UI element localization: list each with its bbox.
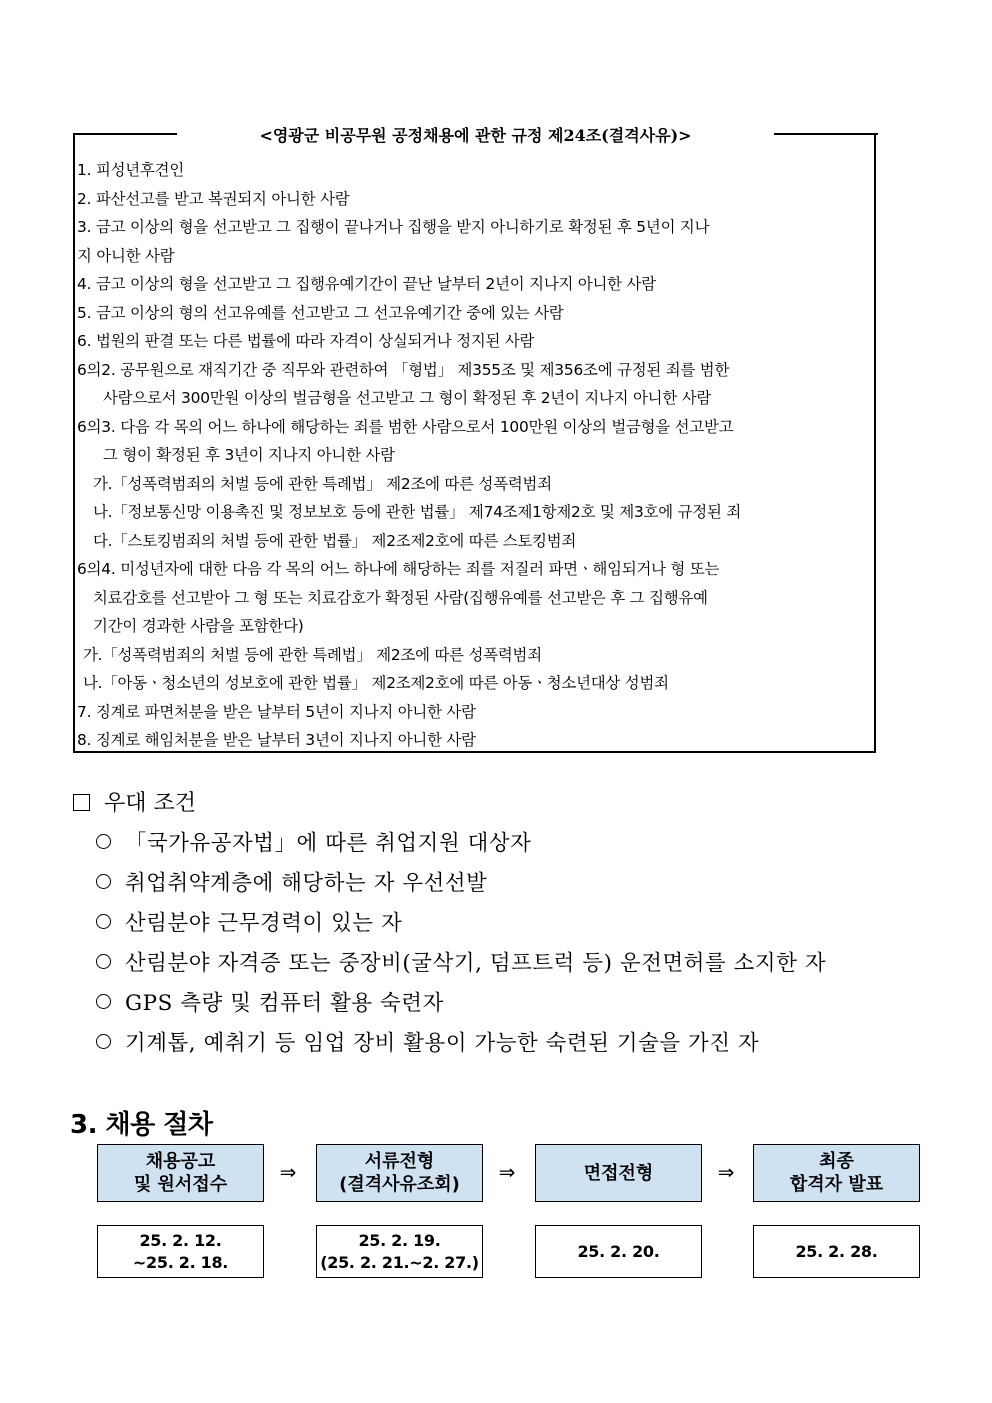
disqualification-line: 6의3. 다음 각 목의 어느 하나에 해당하는 죄를 범한 사람으로서 100만원 이상의 벌금형을 선고받고 xyxy=(77,417,734,436)
preference-item xyxy=(96,944,826,984)
date-box-interview xyxy=(535,1225,702,1278)
date-text: 25. 2. 12. xyxy=(139,1230,222,1250)
title-rule-right xyxy=(774,133,878,135)
disqualification-line: 8. 징계로 해임처분을 받은 날부터 3년이 지나지 아니한 사람 xyxy=(77,731,476,749)
date-box-document-screening xyxy=(316,1225,483,1278)
circle-bullet-icon xyxy=(96,874,111,889)
disqualification-line: 가.「성폭력범죄의 처벌 등에 관한 특례법」 제2조에 따른 성폭력범죄 xyxy=(93,474,552,493)
disqualification-line: 사람으로서 300만원 이상의 벌금형을 선고받고 그 형이 확정된 후 2년이 지나지 아니한 사람 xyxy=(103,389,712,407)
date-text: 25. 2. 28. xyxy=(795,1241,878,1261)
preference-item-text: 산림분야 근무경력이 있는 자 xyxy=(125,911,403,936)
disqualification-line: 5. 금고 이상의 형의 선고유예를 선고받고 그 선고유예기간 중에 있는 사람 xyxy=(77,303,564,322)
disqualification-line: 지 아니한 사람 xyxy=(77,246,175,265)
disqualification-line: 그 형이 확정된 후 3년이 지나지 아니한 사람 xyxy=(103,446,395,464)
title-rule-left xyxy=(73,133,177,135)
step-label: 면접전형 xyxy=(583,1162,654,1184)
preference-list xyxy=(96,824,826,1064)
circle-bullet-icon xyxy=(96,954,111,969)
date-text: (25. 2. 21.~2. 27.) xyxy=(320,1252,479,1272)
preference-item-text: 산림분야 자격증 또는 중장비(굴삭기, 덤프트럭 등) 운전면허를 소지한 자 xyxy=(125,951,827,976)
circle-bullet-icon xyxy=(96,914,111,929)
disqualification-title: <영광군 비공무원 공정채용에 관한 규정 제24조(결격사유)> xyxy=(259,126,692,145)
step-label: 채용공고 xyxy=(145,1151,216,1172)
disqualification-line: 3. 금고 이상의 형을 선고받고 그 집행이 끝나거나 집행을 받지 아니하기로 확정된 후 5년이 지나 xyxy=(77,218,710,236)
step-label: (결격사유조회) xyxy=(339,1174,460,1195)
preference-item-text: 기계톱, 예취기 등 임업 장비 활용이 가능한 숙련된 기술을 가진 자 xyxy=(125,1031,760,1056)
step-box-interview xyxy=(535,1144,702,1202)
disqualification-line: 나.「아동ㆍ청소년의 성보호에 관한 법률」 제2조제2호에 따른 아동ㆍ청소년대상 성범죄 xyxy=(83,674,669,692)
step-label: 최종 xyxy=(819,1151,854,1172)
preference-item xyxy=(96,984,826,1024)
preference-item xyxy=(96,864,826,904)
disqualification-line: 치료감호를 선고받아 그 형 또는 치료감호가 확정된 사람(집행유예를 선고받은 후 그 집행유예 xyxy=(93,588,708,607)
disqualification-line: 6의4. 미성년자에 대한 다음 각 목의 어느 하나에 해당하는 죄를 저질러 파면ㆍ해임되거나 형 또는 xyxy=(77,560,720,578)
step-box-document-screening xyxy=(316,1144,483,1202)
preference-item-text: 「국가유공자법」에 따른 취업지원 대상자 xyxy=(125,831,532,856)
disqualification-line: 가.「성폭력범죄의 처벌 등에 관한 특례법」 제2조에 따른 성폭력범죄 xyxy=(83,645,542,664)
preference-item xyxy=(96,824,826,864)
date-box-application xyxy=(97,1225,264,1278)
preference-item xyxy=(96,904,826,944)
preference-heading-text: 우대 조건 xyxy=(104,791,197,816)
disqualification-title-row xyxy=(73,121,878,147)
step-box-application xyxy=(97,1144,264,1202)
disqualification-list xyxy=(77,156,877,755)
disqualification-line: 다.「스토킹범죄의 처벌 등에 관한 법률」 제2조제2호에 따른 스토킹범죄 xyxy=(93,531,577,550)
step-label: 및 원서접수 xyxy=(133,1174,228,1195)
disqualification-line: 6. 법원의 판결 또는 다른 법률에 따라 자격이 상실되거나 정지된 사람 xyxy=(77,332,535,350)
double-arrow-icon: ⇒ xyxy=(279,1160,297,1184)
double-arrow-icon: ⇒ xyxy=(717,1160,735,1184)
disqualification-line: 1. 피성년후견인 xyxy=(77,161,184,179)
date-text: 25. 2. 20. xyxy=(577,1241,660,1261)
disqualification-line: 6의2. 공무원으로 재직기간 중 직무와 관련하여 「형법」 제355조 및 제356조에 규정된 죄를 범한 xyxy=(77,360,730,379)
circle-bullet-icon xyxy=(96,994,111,1009)
step-label: 합격자 발표 xyxy=(789,1174,884,1195)
preference-heading xyxy=(73,786,196,817)
preference-item xyxy=(96,1024,826,1064)
disqualification-line: 나.「정보통신망 이용촉진 및 정보보호 등에 관한 법률」 제74조제1항제2호 및 제3호에 규정된 죄 xyxy=(93,503,742,521)
step-label: 서류전형 xyxy=(364,1151,435,1172)
disqualification-line: 2. 파산선고를 받고 복권되지 아니한 사람 xyxy=(77,189,350,208)
preference-item-text: GPS 측량 및 컴퓨터 활용 숙련자 xyxy=(125,991,444,1016)
circle-bullet-icon xyxy=(96,834,111,849)
procedure-heading: 3. 채용 절차 xyxy=(70,1110,213,1140)
date-text: ~25. 2. 18. xyxy=(132,1252,229,1272)
disqualification-line: 4. 금고 이상의 형을 선고받고 그 집행유예기간이 끝난 날부터 2년이 지나지 아니한 사람 xyxy=(77,275,656,293)
disqualification-line: 7. 징계로 파면처분을 받은 날부터 5년이 지나지 아니한 사람 xyxy=(77,702,476,721)
double-arrow-icon: ⇒ xyxy=(498,1160,516,1184)
preference-item-text: 취업취약계층에 해당하는 자 우선선발 xyxy=(125,871,488,896)
disqualification-line: 기간이 경과한 사람을 포함한다) xyxy=(93,617,304,635)
circle-bullet-icon xyxy=(96,1034,111,1049)
step-box-final-announcement xyxy=(753,1144,920,1202)
square-bullet-icon xyxy=(73,794,90,811)
date-text: 25. 2. 19. xyxy=(358,1230,441,1250)
date-box-final-announcement xyxy=(753,1225,920,1278)
